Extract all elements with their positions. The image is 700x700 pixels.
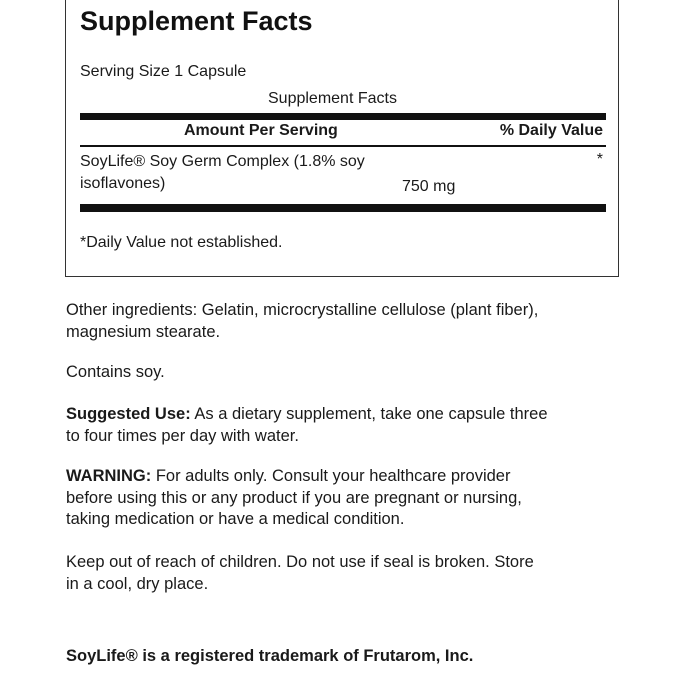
ingredient-daily-value: * xyxy=(596,151,603,168)
suggested-use xyxy=(66,404,646,447)
suggested-use-text: to four times per day with water. xyxy=(66,426,299,445)
ingredient-name-continued: isoflavones) xyxy=(80,175,166,192)
storage-text: Keep out of reach of children. Do not use if seal is broken. Store xyxy=(66,553,534,571)
serving-size: Serving Size 1 Capsule xyxy=(80,63,247,80)
warning-text: before using this or any product if you are pregnant or nursing, xyxy=(66,488,522,507)
daily-value-footnote: *Daily Value not established. xyxy=(80,234,283,251)
thin-divider xyxy=(80,145,606,147)
storage-text: in a cool, dry place. xyxy=(66,574,209,593)
suggested-use-label: Suggested Use: xyxy=(66,405,191,423)
warning-text: taking medication or have a medical condition. xyxy=(66,510,405,528)
warning-text: For adults only. Consult your healthcare provider xyxy=(151,467,511,485)
trademark-notice xyxy=(66,646,646,668)
ingredient-amount: 750 mg xyxy=(402,178,456,195)
warning-label: WARNING: xyxy=(66,467,152,485)
daily-value-header: % Daily Value xyxy=(499,122,603,139)
supplement-facts-panel xyxy=(65,0,619,277)
other-ingredients xyxy=(66,300,646,343)
facts-subtitle: Supplement Facts xyxy=(268,90,397,107)
suggested-use-text: As a dietary supplement, take one capsule three xyxy=(190,405,548,423)
warning xyxy=(66,466,646,531)
trademark-text: SoyLife® is a registered trademark of Frutarom, Inc. xyxy=(66,647,474,665)
other-ingredients-line: magnesium stearate. xyxy=(66,322,221,341)
amount-per-serving-header: Amount Per Serving xyxy=(184,122,338,139)
ingredient-name: SoyLife® Soy Germ Complex (1.8% soy xyxy=(80,153,365,170)
facts-title: Supplement Facts xyxy=(80,6,313,36)
storage-instructions xyxy=(66,552,646,595)
thick-divider-top xyxy=(80,113,606,120)
allergen-text: Contains soy. xyxy=(66,363,165,381)
other-ingredients-line: Other ingredients: Gelatin, microcrystalline cellulose (plant fiber), xyxy=(66,301,539,319)
thick-divider-bottom xyxy=(80,204,606,212)
allergen-statement xyxy=(66,362,646,384)
